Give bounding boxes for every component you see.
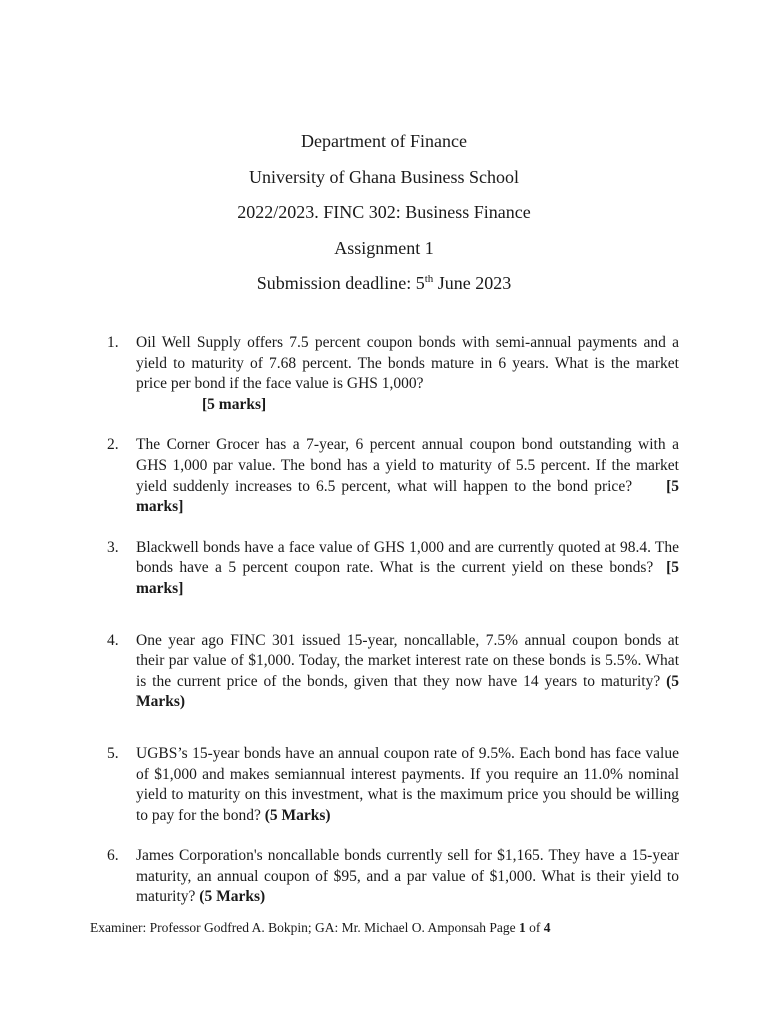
question-number: 4. xyxy=(107,631,119,649)
document-header xyxy=(0,124,768,302)
question-text: Oil Well Supply offers 7.5 percent coupon bonds with semi-annual payments and a yield to maturity of 7.68 percent. The bonds mature in 6 years. What is the market price per bond if the face value is GHS 1,000? xyxy=(136,334,679,393)
question-text: James Corporation's noncallable bonds currently sell for $1,165. They have a 15-year maturity, an annual coupon of $95, and a par value of $1,000. What is their yield to maturity? xyxy=(136,847,679,906)
question-marks: (5 Marks) xyxy=(136,672,679,711)
question-item xyxy=(107,744,679,826)
question-number: 3. xyxy=(107,538,119,556)
question-number: 5. xyxy=(107,744,119,762)
deadline-suffix: June 2023 xyxy=(433,273,512,293)
question-item xyxy=(107,631,679,713)
submission-deadline xyxy=(0,266,768,302)
footer-text: Examiner: Professor Godfred A. Bokpin; GA: Mr. Michael O. Amponsah Page xyxy=(90,920,519,935)
school-name: University of Ghana Business School xyxy=(249,166,519,187)
question-text: One year ago FINC 301 issued 15-year, noncallable, 7.5% annual coupon bonds at their par value of $1,000. Today, the market interest rate on these bonds is 5.5%. What is the current price of the bonds, given that they now have 14 years to maturity? xyxy=(136,631,679,690)
question-number: 6. xyxy=(107,847,119,865)
question-marks: (5 Marks) xyxy=(199,888,266,906)
question-item xyxy=(107,435,679,517)
footer-page-of: of xyxy=(525,920,544,935)
question-number: 1. xyxy=(107,334,119,351)
deadline-prefix: Submission deadline: 5 xyxy=(256,273,425,293)
footer-page-total: 4 xyxy=(543,920,551,935)
question-marks: [5 marks] xyxy=(136,477,679,516)
question-list xyxy=(107,333,679,908)
footer-page-current: 1 xyxy=(518,920,526,935)
question-number: 2. xyxy=(107,436,119,454)
question-item xyxy=(107,333,679,415)
page-footer xyxy=(90,919,550,937)
question-item xyxy=(107,846,679,908)
deadline-superscript: th xyxy=(424,273,434,285)
question-text: Blackwell bonds have a face value of GHS 1,000 and are currently quoted at 98.4. The bonds have a 5 percent coupon rate. What is the current yield on these bonds? xyxy=(136,538,679,577)
question-marks: [5 marks] xyxy=(202,395,267,413)
question-marks: [5 marks] xyxy=(136,559,679,597)
question-item xyxy=(107,538,679,600)
question-marks: (5 Marks) xyxy=(264,806,331,824)
assignment-title: Assignment 1 xyxy=(334,237,434,258)
course-title: 2022/2023. FINC 302: Business Finance xyxy=(237,202,531,222)
question-text: UGBS’s 15-year bonds have an annual coupon rate of 9.5%. Each bond has face value of $1,000 and makes semiannual interest payments. If you require an 11.0% nominal yield to maturity on this investment, what is the maximum price you should be willing to pay for the bond? xyxy=(136,744,679,824)
department-title: Department of Finance xyxy=(301,131,467,151)
question-text: The Corner Grocer has a 7-year, 6 percent annual coupon bond outstanding with a GHS 1,000 par value. The bond has a yield to maturity of 5.5 percent. If the market yield suddenly increases to 6.5 percent, what will happen to the bond price? xyxy=(136,436,679,495)
